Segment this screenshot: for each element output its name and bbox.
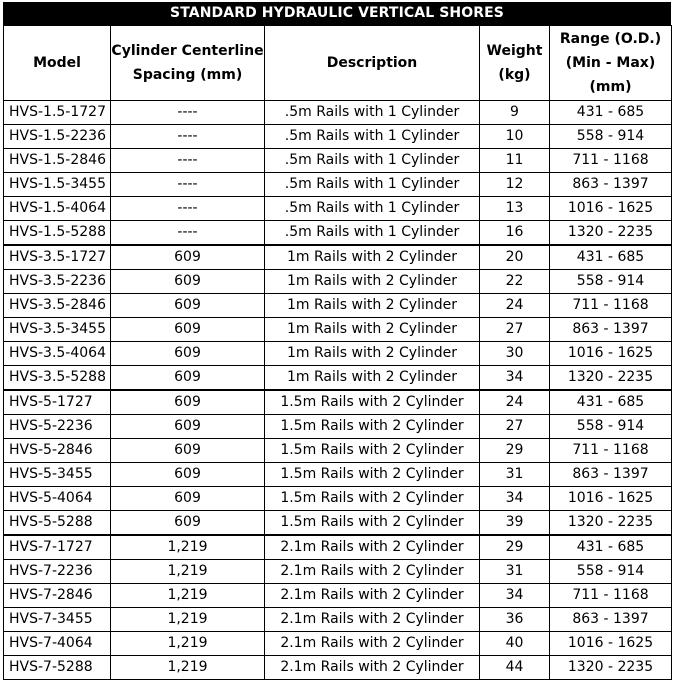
range-cell: 863 - 1397	[550, 318, 672, 342]
model-cell: HVS-3.5-3455	[4, 318, 111, 342]
table-row	[4, 366, 672, 391]
spacing-cell: 609	[111, 342, 265, 366]
spacing-header	[111, 26, 265, 101]
model-cell: HVS-3.5-4064	[4, 342, 111, 366]
model-cell: HVS-7-3455	[4, 608, 111, 632]
table-row	[4, 390, 672, 415]
spacing-cell: 609	[111, 390, 265, 415]
range-cell: 711 - 1168	[550, 439, 672, 463]
description-cell: 1m Rails with 2 Cylinder	[265, 366, 480, 391]
spacing-cell: 1,219	[111, 632, 265, 656]
weight-cell: 10	[480, 125, 550, 149]
spacing-cell: 609	[111, 245, 265, 270]
description-cell: .5m Rails with 1 Cylinder	[265, 197, 480, 221]
spacing-cell: 609	[111, 318, 265, 342]
weight-cell: 30	[480, 342, 550, 366]
description-cell: .5m Rails with 1 Cylinder	[265, 101, 480, 125]
range-cell: 558 - 914	[550, 415, 672, 439]
description-cell: 1m Rails with 2 Cylinder	[265, 270, 480, 294]
shores-table	[3, 2, 671, 680]
weight-cell: 24	[480, 294, 550, 318]
table-row	[4, 318, 672, 342]
shores-grid	[3, 25, 672, 680]
table-row	[4, 463, 672, 487]
header-text: Cylinder Centerline	[111, 43, 264, 59]
model-cell: HVS-1.5-2846	[4, 149, 111, 173]
weight-cell: 34	[480, 366, 550, 391]
range-cell: 431 - 685	[550, 535, 672, 560]
spacing-cell: 609	[111, 511, 265, 536]
range-cell: 1016 - 1625	[550, 197, 672, 221]
table-row	[4, 149, 672, 173]
weight-cell: 20	[480, 245, 550, 270]
model-cell: HVS-7-4064	[4, 632, 111, 656]
weight-cell: 29	[480, 439, 550, 463]
range-cell: 1320 - 2235	[550, 366, 672, 391]
spacing-cell: ----	[111, 173, 265, 197]
weight-cell: 16	[480, 221, 550, 246]
header-text: (mm)	[589, 79, 632, 95]
table-row	[4, 342, 672, 366]
description-cell: 1m Rails with 2 Cylinder	[265, 342, 480, 366]
description-cell: 1.5m Rails with 2 Cylinder	[265, 415, 480, 439]
spacing-cell: 1,219	[111, 608, 265, 632]
table-row	[4, 197, 672, 221]
table-row	[4, 270, 672, 294]
description-cell: 1m Rails with 2 Cylinder	[265, 318, 480, 342]
weight-cell: 31	[480, 463, 550, 487]
weight-cell: 44	[480, 656, 550, 680]
spacing-cell: 609	[111, 439, 265, 463]
range-cell: 431 - 685	[550, 390, 672, 415]
weight-cell: 13	[480, 197, 550, 221]
model-cell: HVS-3.5-5288	[4, 366, 111, 391]
range-cell: 431 - 685	[550, 101, 672, 125]
description-cell: 1m Rails with 2 Cylinder	[265, 294, 480, 318]
spacing-cell: ----	[111, 101, 265, 125]
description-cell: 1.5m Rails with 2 Cylinder	[265, 390, 480, 415]
range-cell: 1016 - 1625	[550, 487, 672, 511]
description-cell: 1.5m Rails with 2 Cylinder	[265, 511, 480, 536]
model-cell: HVS-5-2236	[4, 415, 111, 439]
table-row	[4, 125, 672, 149]
range-cell: 863 - 1397	[550, 173, 672, 197]
description-cell: 2.1m Rails with 2 Cylinder	[265, 632, 480, 656]
description-cell: 2.1m Rails with 2 Cylinder	[265, 584, 480, 608]
range-cell: 558 - 914	[550, 125, 672, 149]
range-cell: 1320 - 2235	[550, 656, 672, 680]
spacing-cell: 609	[111, 270, 265, 294]
header-text: (kg)	[498, 67, 531, 83]
range-cell: 711 - 1168	[550, 149, 672, 173]
range-cell: 558 - 914	[550, 270, 672, 294]
spacing-cell: 609	[111, 294, 265, 318]
header-text: Spacing (mm)	[132, 67, 243, 83]
weight-cell: 27	[480, 415, 550, 439]
model-cell: HVS-5-5288	[4, 511, 111, 536]
description-header	[265, 26, 480, 101]
weight-cell: 36	[480, 608, 550, 632]
table-row	[4, 245, 672, 270]
spacing-cell: 1,219	[111, 535, 265, 560]
range-cell: 431 - 685	[550, 245, 672, 270]
model-cell: HVS-5-1727	[4, 390, 111, 415]
table-row	[4, 487, 672, 511]
range-cell: 711 - 1168	[550, 294, 672, 318]
range-cell: 1016 - 1625	[550, 342, 672, 366]
description-cell: .5m Rails with 1 Cylinder	[265, 149, 480, 173]
weight-cell: 34	[480, 584, 550, 608]
model-header	[4, 26, 111, 101]
table-row	[4, 294, 672, 318]
model-cell: HVS-7-5288	[4, 656, 111, 680]
table-row	[4, 221, 672, 246]
table-row	[4, 535, 672, 560]
spacing-cell: 1,219	[111, 560, 265, 584]
model-cell: HVS-5-2846	[4, 439, 111, 463]
description-cell: 2.1m Rails with 2 Cylinder	[265, 560, 480, 584]
weight-cell: 9	[480, 101, 550, 125]
model-cell: HVS-1.5-5288	[4, 221, 111, 246]
model-cell: HVS-5-4064	[4, 487, 111, 511]
model-cell: HVS-1.5-4064	[4, 197, 111, 221]
description-cell: 1.5m Rails with 2 Cylinder	[265, 463, 480, 487]
table-row	[4, 584, 672, 608]
header-text: Range (O.D.)	[559, 31, 662, 47]
model-cell: HVS-3.5-2846	[4, 294, 111, 318]
table-row	[4, 173, 672, 197]
weight-cell: 34	[480, 487, 550, 511]
table-title: STANDARD HYDRAULIC VERTICAL SHORES	[3, 2, 671, 25]
spacing-cell: 1,219	[111, 584, 265, 608]
model-cell: HVS-1.5-2236	[4, 125, 111, 149]
description-cell: 2.1m Rails with 2 Cylinder	[265, 535, 480, 560]
table-row	[4, 511, 672, 536]
table-row	[4, 415, 672, 439]
model-cell: HVS-7-1727	[4, 535, 111, 560]
description-cell: 1.5m Rails with 2 Cylinder	[265, 487, 480, 511]
model-cell: HVS-5-3455	[4, 463, 111, 487]
weight-cell: 40	[480, 632, 550, 656]
header-text: Model	[33, 55, 81, 71]
weight-cell: 12	[480, 173, 550, 197]
weight-cell: 24	[480, 390, 550, 415]
table-body	[4, 101, 672, 680]
description-cell: 2.1m Rails with 2 Cylinder	[265, 656, 480, 680]
description-cell: .5m Rails with 1 Cylinder	[265, 125, 480, 149]
model-cell: HVS-1.5-3455	[4, 173, 111, 197]
range-cell: 1320 - 2235	[550, 221, 672, 246]
weight-cell: 11	[480, 149, 550, 173]
table-row	[4, 560, 672, 584]
description-cell: 1m Rails with 2 Cylinder	[265, 245, 480, 270]
header-text: Description	[326, 55, 418, 71]
weight-header	[480, 26, 550, 101]
header-row	[4, 26, 672, 101]
model-cell: HVS-3.5-1727	[4, 245, 111, 270]
spacing-cell: 609	[111, 415, 265, 439]
description-cell: .5m Rails with 1 Cylinder	[265, 173, 480, 197]
range-cell: 863 - 1397	[550, 463, 672, 487]
spacing-cell: ----	[111, 197, 265, 221]
range-cell: 1320 - 2235	[550, 511, 672, 536]
table-row	[4, 101, 672, 125]
spacing-cell: 609	[111, 463, 265, 487]
weight-cell: 39	[480, 511, 550, 536]
weight-cell: 27	[480, 318, 550, 342]
range-cell: 1016 - 1625	[550, 632, 672, 656]
spacing-cell: ----	[111, 125, 265, 149]
range-cell: 558 - 914	[550, 560, 672, 584]
spacing-cell: 609	[111, 487, 265, 511]
spacing-cell: 1,219	[111, 656, 265, 680]
model-cell: HVS-3.5-2236	[4, 270, 111, 294]
header-text: Weight	[486, 43, 543, 59]
range-header	[550, 26, 672, 101]
model-cell: HVS-7-2236	[4, 560, 111, 584]
weight-cell: 29	[480, 535, 550, 560]
table-row	[4, 439, 672, 463]
weight-cell: 22	[480, 270, 550, 294]
table-row	[4, 656, 672, 680]
description-cell: .5m Rails with 1 Cylinder	[265, 221, 480, 246]
table-row	[4, 632, 672, 656]
model-cell: HVS-1.5-1727	[4, 101, 111, 125]
spacing-cell: ----	[111, 221, 265, 246]
description-cell: 1.5m Rails with 2 Cylinder	[265, 439, 480, 463]
weight-cell: 31	[480, 560, 550, 584]
range-cell: 711 - 1168	[550, 584, 672, 608]
model-cell: HVS-7-2846	[4, 584, 111, 608]
spacing-cell: ----	[111, 149, 265, 173]
range-cell: 863 - 1397	[550, 608, 672, 632]
table-row	[4, 608, 672, 632]
description-cell: 2.1m Rails with 2 Cylinder	[265, 608, 480, 632]
spacing-cell: 609	[111, 366, 265, 391]
header-text: (Min - Max)	[565, 55, 656, 71]
